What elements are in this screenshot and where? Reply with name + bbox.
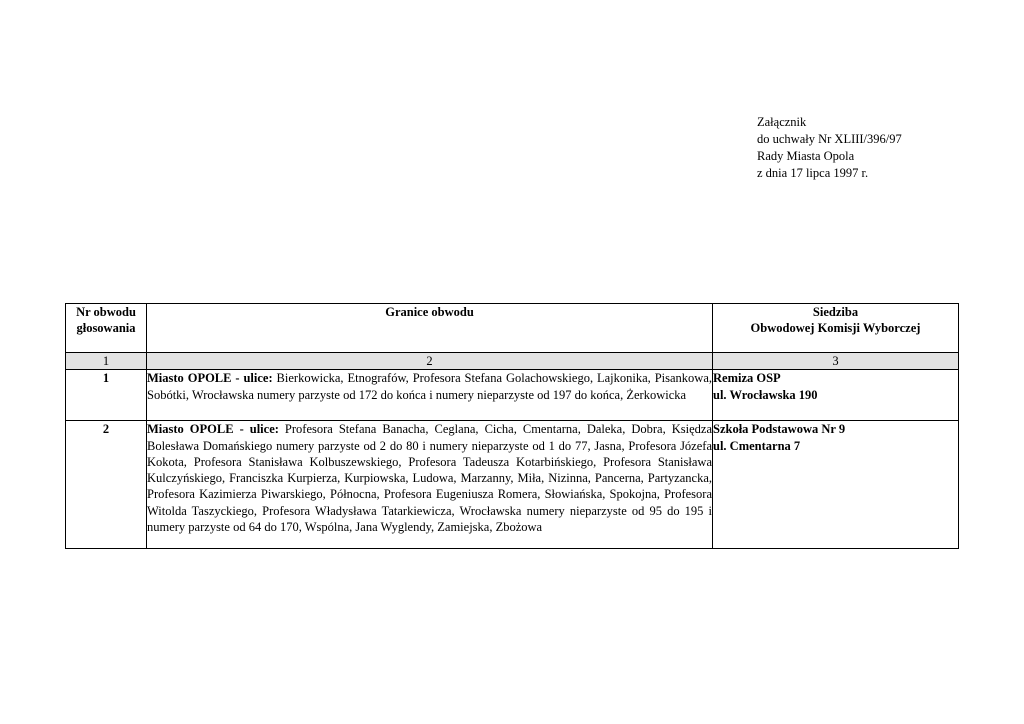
seat-name: Remiza OSP [713, 371, 781, 386]
column-number-row [66, 353, 959, 370]
district-number: 2 [66, 421, 147, 549]
boundaries-streets: Bierkowicka, Etnografów, Profesora Stefana Golachowskiego, Lajkonika, Pisankowa, Sobótki, Wrocławska numery parzyste od 172 do końca i numery nieparzyste od 197 do końca, Żerkowicka [147, 371, 713, 402]
column-number-3: 3 [713, 353, 959, 370]
boundaries-streets: Profesora Stefana Banacha, Ceglana, Cicha, Cmentarna, Daleka, Dobra, Księdza Bolesława Domańskiego numery parzyste od 2 do 80 i numery nieparzyste od 1 do 77, Jasna, Profesora Józefa Kokota, Profesora Stanisława Kolbuszewskiego, Profesora Tadeusza Kotarbińskiego, Profesora Stanisława Kulczyńskiego, Franciszka Kurpierza, Kurpiowska, Ludowa, Marzanny, Miła, Nizinna, Pancerna, Partyzancka, Profesora Kazimierza Piwarskiego, Północna, Profesora Eugeniusza Romera, Słowiańska, Spokojna, Profesora Witolda Taszyckiego, Profesora Władysława Tatarkiewicza, Wrocławska numery nieparzyste od 95 do 195 i numery parzyste od 64 do 170, Wspólna, Jana Wyglendy, Zamiejska, Zbożowa [147, 422, 712, 535]
district-number: 1 [66, 370, 147, 421]
annex-header [757, 114, 902, 182]
voting-districts-table [65, 303, 959, 549]
header-commission-seat [713, 304, 959, 353]
header-siedziba-line1: Siedziba [812, 305, 859, 319]
district-boundaries [147, 421, 713, 549]
seat-address: ul. Wrocławska 190 [713, 387, 818, 402]
header-siedziba-line2: Obwodowej Komisji Wyborczej [750, 321, 921, 336]
header-granice-label: Granice obwodu [385, 305, 474, 319]
header-nr-line2: głosowania [76, 321, 136, 336]
header-boundaries [147, 304, 713, 353]
commission-seat [713, 370, 959, 421]
annex-date: z dnia 17 lipca 1997 r. [757, 166, 869, 180]
seat-address: ul. Cmentarna 7 [713, 438, 801, 453]
annex-title: Załącznik [757, 115, 807, 129]
table-header-row [66, 304, 959, 353]
annex-council: Rady Miasta Opola [757, 149, 855, 163]
header-district-number [66, 304, 147, 353]
header-nr-line1: Nr obwodu [76, 305, 136, 319]
commission-seat [713, 421, 959, 549]
annex-resolution: do uchwały Nr XLIII/396/97 [757, 132, 902, 146]
column-number-1: 1 [66, 353, 147, 370]
table-row [66, 370, 959, 421]
seat-name: Szkoła Podstawowa Nr 9 [713, 422, 846, 437]
table-row [66, 421, 959, 549]
column-number-2: 2 [147, 353, 713, 370]
boundaries-lead: Miasto OPOLE - ulice: [147, 371, 273, 386]
district-boundaries [147, 370, 713, 421]
boundaries-lead: Miasto OPOLE - ulice: [147, 422, 279, 437]
